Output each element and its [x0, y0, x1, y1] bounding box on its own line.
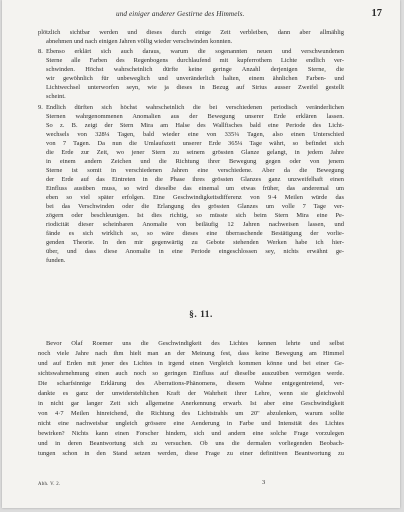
list-number: 9.: [38, 104, 43, 111]
text-line: plötzlich sichtbar werden und dieses durch einige Zeit verbleiben, dann aber allmählig: [38, 29, 344, 36]
section-heading: §. 11.: [189, 310, 213, 320]
text-line: Ebenso erklärt sich auch daraus, warum die sogenannten neuen und verschwundenen: [46, 48, 344, 55]
text-line: wir gewöhnlich für unbeweglich und unveränderlich halten, einem ähnlichen Farben- und: [46, 75, 344, 82]
text-line: Sternen wahrgenommenen Anomalien aus der Bewegung unserer Erde erklären lassen.: [46, 113, 344, 120]
text-line: Bevor Olaf Roemer uns die Geschwindigkeit des Lichtes kennen lehrte und selbst: [46, 340, 344, 347]
text-line: dankte es ganz der unwiderstehlichen Kraft der Wahrheit ihrer Lehre, wenn sie gleichwohl: [38, 390, 344, 397]
text-line: abnehmen und nach einigen Jahren völlig wieder verschwinden konnten.: [46, 38, 233, 45]
text-line: in einem andern Zeichen und die Richtung ihrer Bewegung gegen oder von jenem: [46, 158, 344, 165]
text-line: riodicität dieser scheinbaren Anomalie von beiläufig 12 Jahren nachweisen lassen, und: [46, 221, 344, 228]
text-line: die Erde zur Zeit, wo jener Stern zu seinem grössten Glanze gelangt, in jedem Jahre: [46, 149, 344, 156]
text-line: eben so viel später erfolgen. Eine Geschwindigkeitsdifferenz von 9·4 Meilen würde das: [46, 194, 344, 201]
text-line: Endlich dürften sich höchst wahrscheinlich die bei verschiedenen periodisch veränderlichen: [46, 104, 344, 111]
text-line: bewirken? Nichts kann einen Forscher hindern, sich und andern eine solche Frage vorzulegen: [38, 430, 344, 437]
list-number: 8.: [38, 48, 43, 55]
text-line: der Erde auf das Eintreten in die Phase ihres grössten Glanzes ganz unzweifelhaft einen: [46, 176, 344, 183]
text-line: wechsels von 328¼ Tagen, bald wieder eine von 335¼ Tagen, also einen Unterschied: [46, 131, 344, 138]
text-line: Die scharfsinnige Erklärung des Aberrations-Phänomens, diesem Wahne entgegentretend, ver-: [38, 380, 344, 387]
sheet-signature: Abh. V. 2.: [38, 482, 61, 487]
text-line: von 4·7 Meilen hinreichend, die Richtung des Lichtstrahls um 20'' abzulenken, warum sollte: [38, 410, 344, 417]
text-line: bei das Verschwinden oder die Erlangung des grössten Glanzes um volle 7 Tage ver-: [46, 203, 344, 210]
text-line: Lichtwechsel unterworfen seyn, wie ja dieses in Bezug auf Sirius ausser Zweifel gestellt: [46, 84, 344, 91]
text-line: zögern oder beschleunigen. Ist dies richtig, so müsste sich beim Stern Mira eine Pe-: [46, 212, 344, 219]
sheet-number: 3: [262, 479, 266, 486]
text-line: Einfluss ausüben muss, so wird dieselbe das einemal um etwas früher, das anderemal um: [46, 185, 344, 192]
text-line: Sterne ist somit in verschiedenen Jahren eine verschiedene. Aber da die Bewegung: [46, 167, 344, 174]
text-line: So z. B. zeigt der Stern Mira am Halse des Wallfisches bald eine Periode des Licht-: [46, 122, 344, 129]
text-line: und in deren Beantwortung sich zu versuchen. Ob uns die dermalen vorliegenden Beobach-: [38, 440, 344, 447]
text-line: in nicht gar langer Zeit sich allgemeine Anerkennung erwarb. Ist aber eine Geschwindigkeit: [38, 400, 344, 407]
page-number: 17: [371, 8, 382, 19]
text-line: schwinden. Höchst wahrscheinlich dürfte keine geringe Anzahl derjenigen Sterne, die: [46, 66, 344, 73]
text-line: noch viele Jahre nach ihm hielt man an der Meinung fest, dass keine Bewegung am Himmel: [38, 350, 344, 357]
text-line: über, und dass diese Anomalie in eine Periode eingeschlossen sey, nichts erwähnt ge-: [46, 248, 344, 255]
text-line: sichtswahrnehmung einen auch noch so geringen Einfluss auf dieselbe auszuüben vermögen werde.: [38, 370, 344, 377]
running-title: und einiger anderer Gestirne des Himmels.: [116, 10, 245, 18]
text-line: tungen schon in den Stand setzen werden, diese Frage zu einer definitiven Beantwortung zu: [38, 450, 344, 457]
text-line: fände es sich wirklich so, so wäre dieses eine überraschende Bestätigung der vorlie-: [46, 230, 344, 237]
text-line: Sterne alle Farben des Regenbogens durchlaufend mit kupferrothem Lichte endlich ver-: [46, 57, 344, 64]
text-line: nicht eine nachweisbar ungleich grössere eine Aenderung in Farbe und Intensität des Lichtes: [38, 420, 344, 427]
document-page: [2, 0, 400, 508]
text-line: von 7 Tagen. Da nun die Umlaufszeit unserer Erde 365¼ Tage währt, so befindet sich: [46, 140, 344, 147]
page-header: [102, 8, 382, 22]
text-line: und auf Erden mit jener des Lichtes in irgend einen Vergleich kommen könne und bei einer Ge-: [38, 360, 344, 367]
text-line: funden.: [46, 257, 66, 264]
text-line: scheint.: [46, 93, 66, 100]
text-line: genden Theorie. In den mir gegenwärtig zu Gebote stehenden Werken habe ich hier-: [46, 239, 344, 246]
